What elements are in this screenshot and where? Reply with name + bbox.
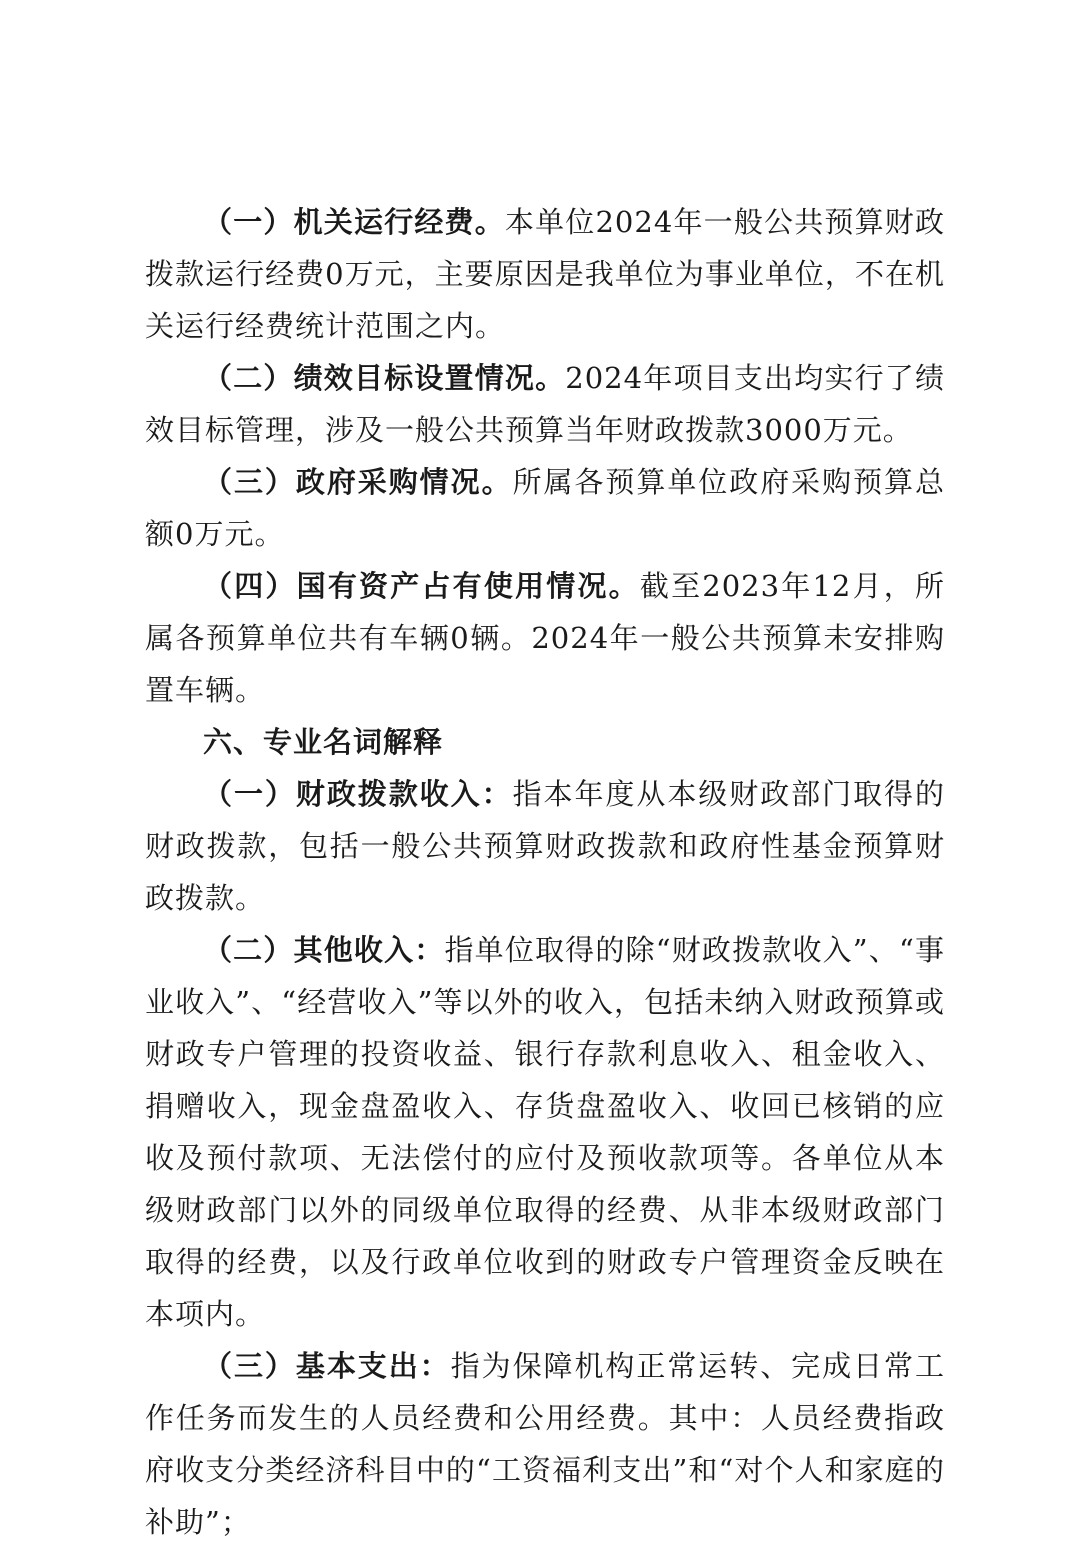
term-lead: （三）基本支出： <box>203 1349 451 1383</box>
paragraph-government-procurement <box>145 456 945 560</box>
paragraph-lead: （三）政府采购情况。 <box>203 465 513 499</box>
paragraph-lead: （二）绩效目标设置情况。 <box>203 361 566 395</box>
term-body: 指为保障机构正常运转、完成日常工作任务而发生的人员经费和公用经费。其中：人员经费指政府收支分类经济科目中的“工资福利支出”和“对个人和家庭的补助”； <box>145 1349 945 1539</box>
term-basic-expenditure <box>145 1340 945 1548</box>
paragraph-operating-expenses <box>145 196 945 352</box>
term-fiscal-appropriation-income <box>145 768 945 924</box>
paragraph-body: 截至2023年12月，所属各预算单位共有车辆0辆。2024年一般公共预算未安排购置车辆。 <box>145 569 945 707</box>
term-lead: （二）其他收入： <box>203 933 445 967</box>
term-other-income <box>145 924 945 1340</box>
paragraph-lead: （一）机关运行经费。 <box>203 205 505 239</box>
term-body: 指单位取得的除“财政拨款收入”、“事业收入”、“经营收入”等以外的收入，包括未纳入财政预算或财政专户管理的投资收益、银行存款利息收入、租金收入、捐赠收入，现金盘盈收入、存货盘盈收入、收回已核销的应收及预付款项、无法偿付的应付及预收款项等。各单位从本级财政部门以外的同级单位取得的经费、从非本级财政部门取得的经费，以及行政单位收到的财政专户管理资金反映在本项内。 <box>145 933 945 1331</box>
paragraph-lead: （四）国有资产占有使用情况。 <box>203 569 640 603</box>
term-lead: （一）财政拨款收入： <box>203 777 513 811</box>
paragraph-state-assets <box>145 560 945 716</box>
paragraph-body: 2024年项目支出均实行了绩效目标管理，涉及一般公共预算当年财政拨款3000万元。 <box>145 361 945 447</box>
term-body: 指本年度从本级财政部门取得的财政拨款，包括一般公共预算财政拨款和政府性基金预算财政拨款。 <box>145 777 945 915</box>
paragraph-performance-targets <box>145 352 945 456</box>
paragraph-body: 本单位2024年一般公共预算财政拨款运行经费0万元，主要原因是我单位为事业单位，不在机关运行经费统计范围之内。 <box>145 205 945 343</box>
section-heading: 六、专业名词解释 <box>203 725 444 759</box>
paragraph-body: 所属各预算单位政府采购预算总额0万元。 <box>145 465 945 551</box>
document-page <box>145 196 945 1548</box>
